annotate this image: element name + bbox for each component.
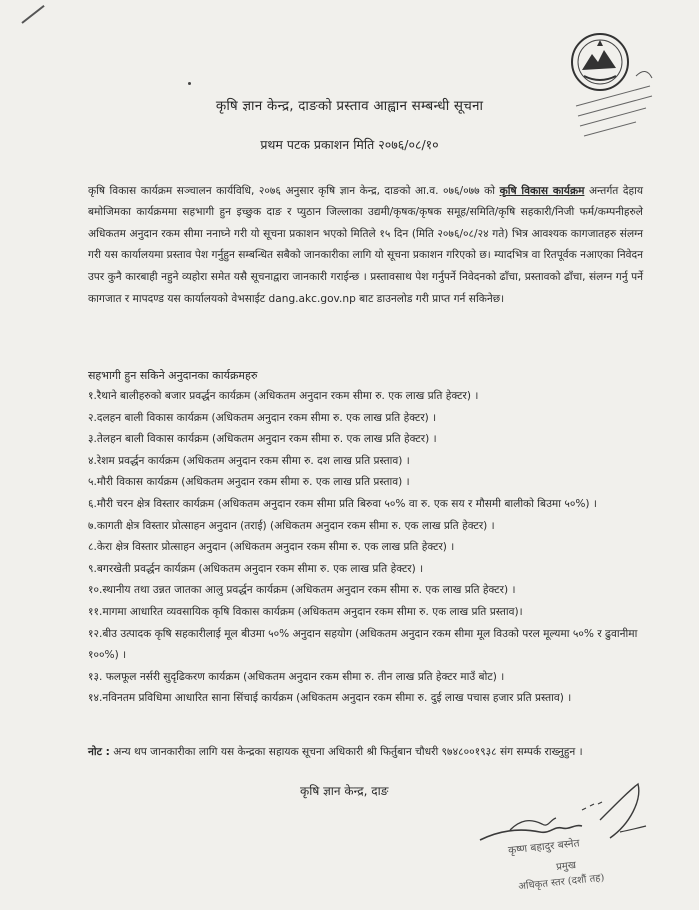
issuing-office: कृषि ज्ञान केन्द्र, दाङ — [300, 784, 389, 798]
publication-date: प्रथम पटक प्रकाशन मिति २०७६/०८/१० — [260, 137, 439, 152]
list-item: १४.नविनतम प्रविधिमा आधारित साना सिंचाई कार्यक्रम (अधिकतम अनुदान रकम सीमा रु. दुई लाख पचास हजार प्रति प्रस्ताव) । — [88, 692, 572, 705]
intro-paragraph — [88, 181, 643, 311]
list-item: ९.बगरखेती प्रवर्द्धन कार्यक्रम (अधिकतम अनुदान रकम सीमा रु. एक लाख प्रति हेक्टर) । — [88, 562, 424, 575]
dot-mark — [188, 82, 191, 85]
list-item: १०.स्थानीय तथा उन्नत जातका आलु प्रवर्द्धन कार्यक्रम (अधिकतम अनुदान रकम सीमा रु. एक लाख प्रति हेक्टर) । — [88, 584, 516, 597]
note-text: अन्य थप जानकारीका लागि यस केन्द्रका सहायक सूचना अधिकारी श्री फिर्तुबान चौधरी ९७४८००१९३८ संग सम्पर्क राख्नुहुन । — [109, 746, 583, 758]
intro-text-part1: कृषि विकास कार्यक्रम सञ्चालन कार्यविधि, २०७६ अनुसार कृषि ज्ञान केन्द्र, दाङको आ.व. ०७६/०७७ को — [88, 184, 500, 197]
signatory-role: प्रमुख — [555, 859, 577, 873]
section-heading: सहभागी हुन सकिने अनुदानका कार्यक्रमहरु — [88, 369, 258, 382]
list-item: ४.रेशम प्रवर्द्धन कार्यक्रम (अधिकतम अनुदान रकम सीमा रु. दश लाख प्रति प्रस्ताव) । — [88, 454, 410, 467]
notice-title: कृषि ज्ञान केन्द्र, दाङको प्रस्ताव आह्वान सम्बन्धी सूचना — [215, 98, 484, 114]
program-list — [88, 386, 644, 710]
signatory-name: कृष्ण बहादुर बस्नेत — [507, 837, 581, 857]
pen-mark — [21, 5, 44, 24]
list-item: ११.मागमा आधारित व्यवसायिक कृषि विकास कार्यक्रम (अधिकतम अनुदान रकम सीमा रु. एक लाख प्रति प्रस्ताव)। — [88, 605, 523, 618]
list-item: १.रैथाने बालीहरुको बजार प्रवर्द्धन कार्यक्रम (अधिकतम अनुदान रकम सीमा रु. एक लाख प्रति हेक्टर) । — [88, 390, 479, 402]
signatory-rank: अधिकृत स्तर (दशौं तह) — [517, 872, 605, 893]
contact-note — [88, 742, 644, 764]
list-item: २.दलहन बाली विकास कार्यक्रम (अधिकतम अनुदान रकम सीमा रु. एक लाख प्रति हेक्टर) । — [88, 411, 437, 424]
list-item: १३. फलफूल नर्सरी सुदृढिकरण कार्यक्रम (अधिकतम अनुदान रकम सीमा रु. तीन लाख प्रति हेक्टर माउँ बोट) । — [88, 670, 505, 683]
list-item: ७.कागती क्षेत्र विस्तार प्रोत्साहन अनुदान (तराई) (अधिकतम अनुदान रकम सीमा रु. एक लाख प्रति हेक्टर) । — [88, 519, 495, 532]
list-item: ५.मौरी विकास कार्यक्रम (अधिकतम अनुदान रकम सीमा रु. एक लाख प्रति प्रस्ताव) । — [88, 476, 410, 489]
note-label: नोट : — [88, 746, 110, 758]
list-item: १२.बीउ उत्पादक कृषि सहकारीलाई मूल बीउमा ५०% अनुदान सहयोग (अधिकतम अनुदान रकम सीमा मूल विउको परल मूल्यमा ५०% र ढुवानीमा १००%) । — [88, 627, 638, 662]
list-item: ३.तेलहन बाली विकास कार्यक्रम (अधिकतम अनुदान रकम सीमा रु. एक लाख प्रति हेक्टर) । — [88, 433, 437, 446]
list-item: ८.केरा क्षेत्र विस्तार प्रोत्साहन अनुदान (अधिकतम अनुदान रकम सीमा रु. एक लाख प्रति हेक्टर) । — [88, 541, 455, 554]
program-name-underlined: कृषि विकास कार्यक्रम — [499, 184, 585, 197]
intro-text-part2: अन्तर्गत देहाय बमोजिमका कार्यक्रममा सहभागी हुन इच्छुक दाङ र प्युठान जिल्लाका उद्यमी/कृषक/कृषक समूह/समिति/कृषि सहकारी/निजी फर्म/कम्पनीहरुले अधिकतम अनुदान रकम सीमा ननाघ्ने गरी यो सूचना प्रकाशन भएको मितिले १५ दिन (मिति २०७६/०८/२४ गते) भित्र आवश्यक कागजातहरु संलग्न गरी यस कार्यालयमा प्रस्ताव पेश गर्नुहुन सम्बन्धित सबैको जानकारीका लागि यो सूचना प्रकाशन गरिएको छ। म्यादभित्र वा रितपूर्वक नआएका निवेदन उपर कुनै कारबाही नहुने व्यहोरा समेत यसै सूचनाद्वारा जानकारी गराईन्छ । प्रस्तावसाथ पेश गर्नुपर्ने निवेदनको ढाँचा, प्रस्तावको ढाँचा, संलग्न गर्नु पर्ने कागजात र मापदण्ड यस कार्यालयको वेभसाईट dang.akc.gov.np बाट डाउनलोड गरी प्राप्त गर्न सकिनेछ। — [88, 184, 643, 305]
list-item: ६.मौरी चरन क्षेत्र विस्तार कार्यक्रम (अधिकतम अनुदान रकम सीमा प्रति बिरुवा ५०% वा रु. एक सय र मौसमी बालीको बिउमा ५०%) । — [88, 497, 597, 510]
government-seal-logo — [566, 26, 658, 144]
